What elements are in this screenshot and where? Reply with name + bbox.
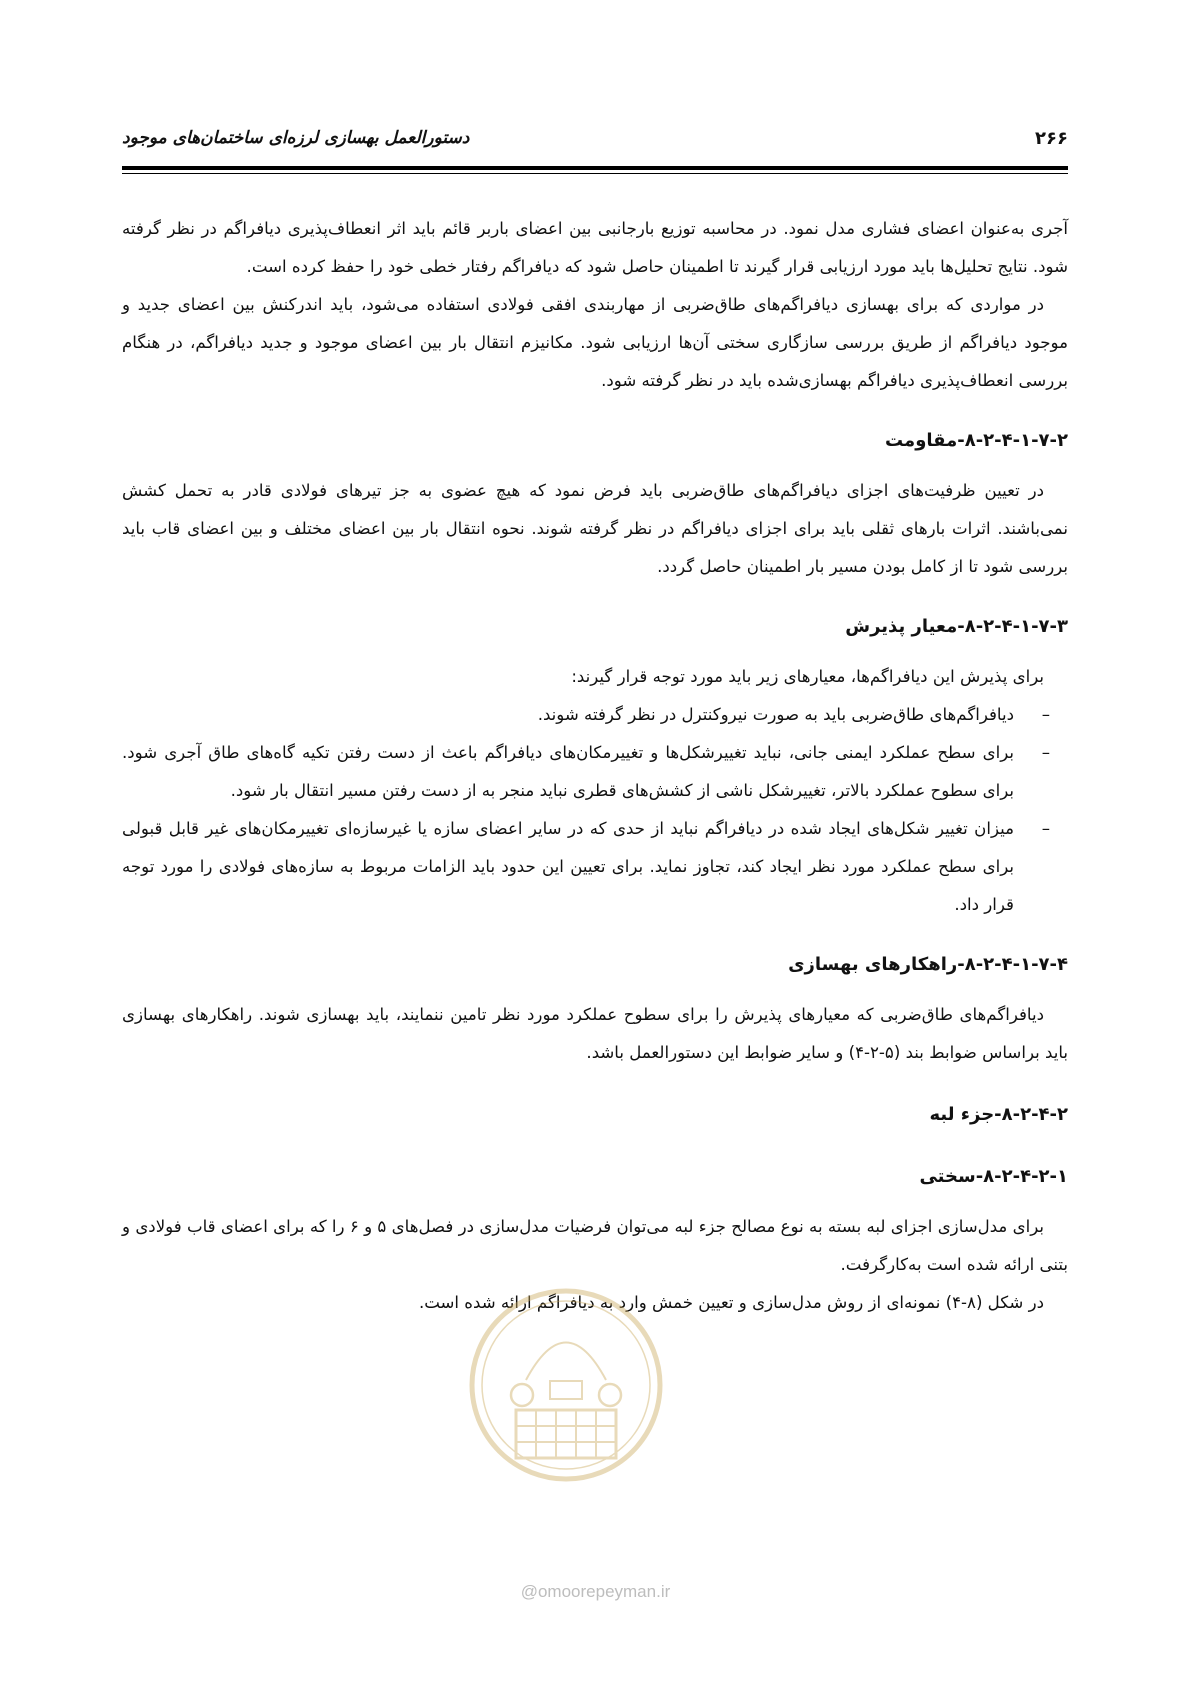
heading-strength: ۸-۲-۴-۱-۷-۲-مقاومت [885, 430, 1068, 451]
paragraph-steel-bracing: در مواردی که برای بهسازی دیافراگم‌های طاق‌ضربی از مهاربندی افقی فولادی استفاده می‌شود، باید اندرکنش بین اعضای جدید و موجود دیافراگم از طریق بررسی سازگاری سختی آن‌ها ارزیابی شود. مکانیزم انتقال بار بین اعضای موجود و جدید دیافراگم، در هنگام بررسی انعطاف‌پذیری دیافراگم بهسازی‌شده باید در نظر گرفته شود. [122, 295, 1068, 390]
paragraph-strength: در تعیین ظرفیت‌های اجزای دیافراگم‌های طاق‌ضربی باید فرض نمود که هیچ عضوی به جز تیرهای فولادی قادر به تحمل کشش نمی‌باشند. اثرات بارهای ثقلی باید برای اجزای دیافراگم در نظر گرفته شوند. نحوه انتقال بار بین اعضای مختلف و بین اعضای قاب باید بررسی شود تا از کامل بودن مسیر بار اطمینان حاصل گردد. [122, 481, 1068, 576]
header-rule-thick [122, 166, 1068, 170]
heading-acceptance-criteria: ۸-۲-۴-۱-۷-۳-معیار پذیرش [845, 616, 1068, 637]
list-item-text: برای سطح عملکرد ایمنی جانی، نباید تغییرشکل‌ها و تغییرمکان‌های دیافراگم باعث از دست رفتن تکیه گاه‌های طاق آجری شود. برای سطوح عملکرد بالاتر، تغییرشکل ناشی از کشش‌های قطری نباید منجر به از دست رفتن مسیر انتقال بار شود. [122, 743, 1014, 800]
header-rule-thin [122, 173, 1068, 174]
paragraph-acceptance-intro: برای پذیرش این دیافراگم‌ها، معیارهای زیر باید مورد توجه قرار گیرند: [571, 667, 1044, 686]
running-header [122, 128, 1068, 160]
watermark-site: @omoorepeyman.ir [520, 1582, 671, 1601]
heading-stiffness: ۸-۲-۴-۲-۱-سختی [919, 1166, 1068, 1187]
paragraph-retrofit-strategies: دیافراگم‌های طاق‌ضربی که معیارهای پذیرش را برای سطوح عملکرد مورد نظر تامین ننمایند، باید بهسازی شوند. راهکارهای بهسازی باید براساس ضوابط بند (۵-۲-۴) و سایر ضوابط این دستورالعمل باشد. [122, 1005, 1068, 1062]
heading-retrofit-strategies: ۸-۲-۴-۱-۷-۴-راهکارهای بهسازی [788, 954, 1068, 975]
list-item [122, 734, 1068, 810]
paragraph-continued: آجری به‌عنوان اعضای فشاری مدل نمود. در محاسبه توزیع بارجانبی بین اعضای باربر قائم باید اثر انعطاف‌پذیری دیافراگم در نظر گرفته شود. نتایج تحلیل‌ها باید مورد ارزیابی قرار گیرند تا اطمینان حاصل شود که دیافراگم رفتار خطی خود را حفظ کرده است. [122, 219, 1068, 276]
page-body [122, 210, 1068, 1322]
bullet-dash: – [1041, 743, 1050, 762]
list-item-text: میزان تغییر شکل‌های ایجاد شده در دیافراگم نباید از حدی که در سایر اعضای سازه یا غیرسازه‌ای تغییرمکان‌های غیر قابل قبولی برای سطح عملکرد مورد نظر ایجاد کند، تجاوز نماید. برای تعیین این حدود باید الزامات مربوط به سازه‌های فولادی را مورد توجه قرار داد. [122, 819, 1014, 914]
paragraph-chord-modeling: برای مدل‌سازی اجزای لبه بسته به نوع مصالح جزء لبه می‌توان فرضیات مدل‌سازی در فصل‌های ۵ و ۶ را که برای اعضای قاب فولادی و بتنی ارائه شده است به‌کارگرفت. [122, 1217, 1068, 1274]
list-item-text: دیافراگم‌های طاق‌ضربی باید به صورت نیروکنترل در نظر گرفته شوند. [537, 705, 1014, 724]
list-item [122, 810, 1068, 924]
bullet-dash: – [1041, 819, 1050, 838]
book-title: دستورالعمل بهسازی لرزه‌ای ساختمان‌های موجود [122, 128, 470, 148]
watermark-seal [466, 1285, 666, 1485]
heading-chord-element: ۸-۲-۴-۲-جزء لبه [929, 1104, 1068, 1125]
bullet-dash: – [1041, 705, 1050, 724]
page-number: ۲۶۶ [1035, 128, 1068, 149]
list-item [122, 696, 1068, 734]
acceptance-criteria-list [122, 696, 1068, 924]
paragraph-figure-reference: در شکل (۸-۴) نمونه‌ای از روش مدل‌سازی و تعیین خمش وارد به دیافراگم ارائه شده است. [418, 1293, 1044, 1312]
